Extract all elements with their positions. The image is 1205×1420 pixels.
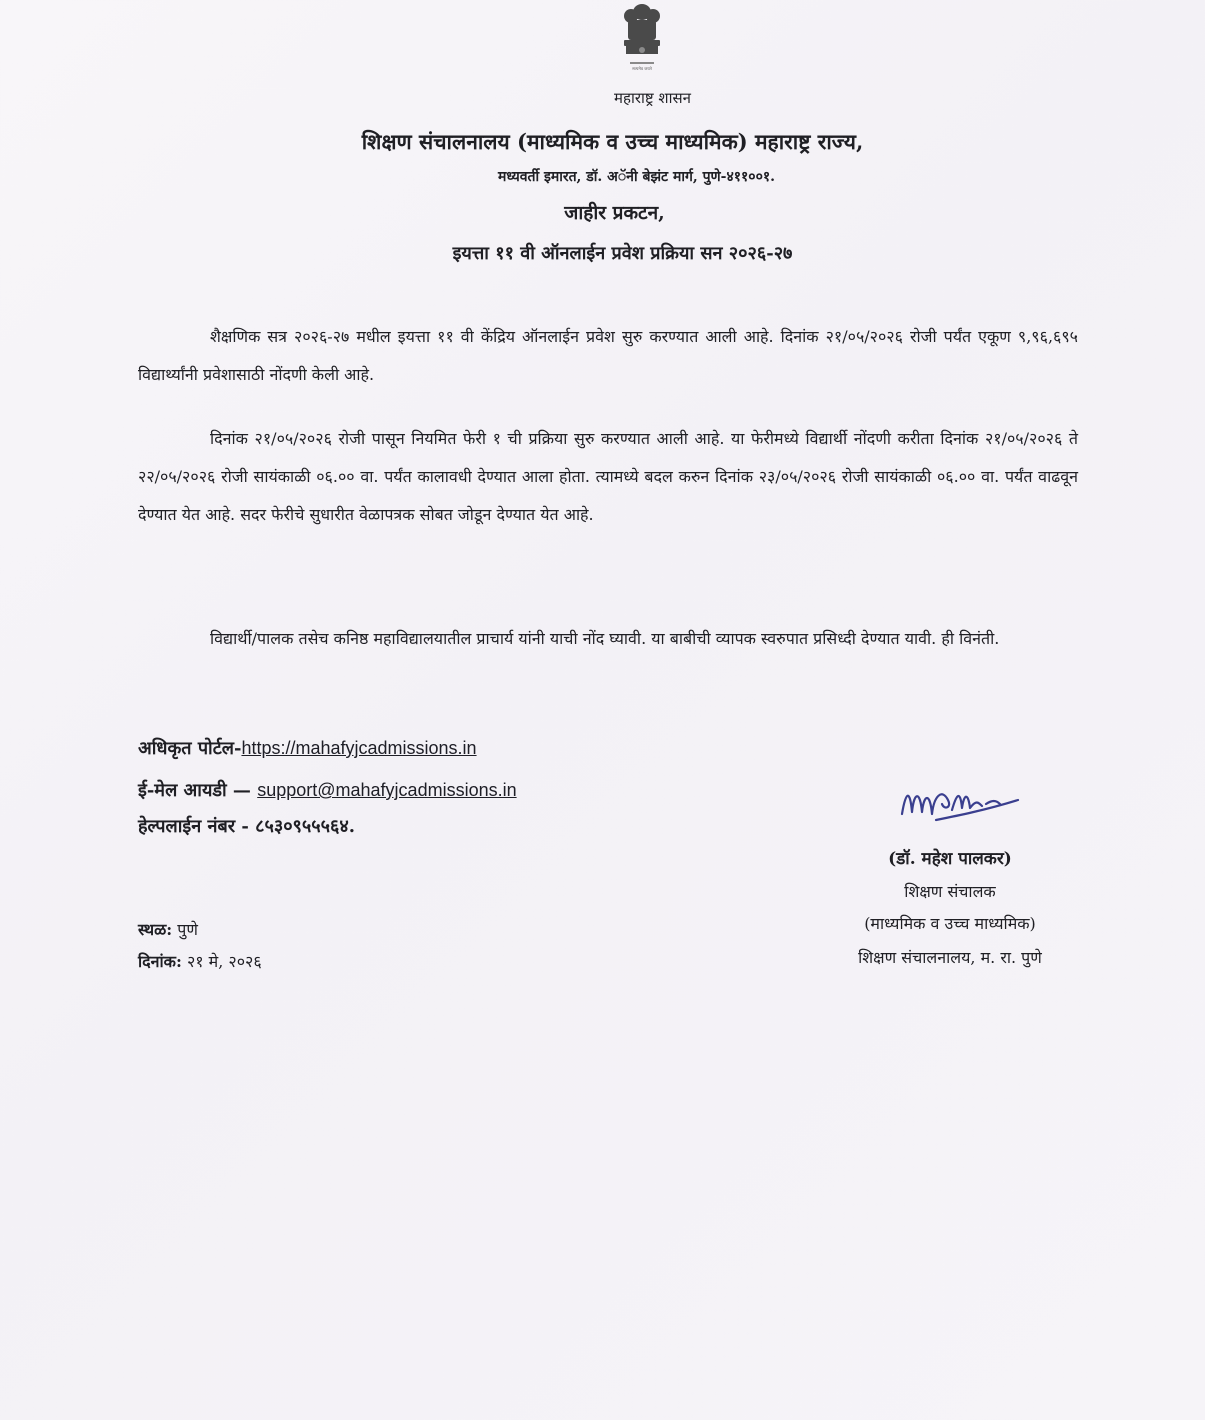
email-link[interactable]: support@mahafyjcadmissions.in — [257, 780, 517, 800]
paragraph-request: विद्यार्थी/पालक तसेच कनिष्ठ महाविद्यालयातील प्राचार्य यांनी याची नोंद घ्यावी. या बाबीची व्यापक स्वरुपात प्रसिध्दी देण्यात यावी. ही विनंती. — [210, 629, 1000, 648]
date-line — [138, 950, 262, 972]
office-address: मध्यवर्ती इमारत, डॉ. अॅनी बेझंट मार्ग, पुणे-४११००१. — [497, 169, 776, 185]
place-line — [138, 918, 198, 940]
portal-label: अधिकृत पोर्टल- — [138, 738, 242, 759]
date-label: दिनांक: — [138, 952, 182, 971]
place-label: स्थळ: — [138, 920, 173, 939]
paragraph-registration: शैक्षणिक सत्र २०२६-२७ मधील इयत्ता ११ वी केंद्रिय ऑनलाईन प्रवेश सुरु करण्यात आली आहे. दिनांक २१/०५/२०२६ रोजी पर्यंत एकूण ९,९६,६९५ विद्यार्थ्यांनी प्रवेशासाठी नोंदणी केली आहे. — [138, 327, 1078, 384]
portal-line — [138, 736, 477, 760]
email-label: ई-मेल आयडी — — [138, 780, 258, 801]
signatory-name: (डॉ. महेश पालकर) — [888, 849, 1012, 869]
signatory-division: (माध्यमिक व उच्च माध्यमिक) — [864, 914, 1036, 933]
email-line — [138, 778, 517, 802]
state-emblem-icon — [612, 0, 672, 72]
paragraph-round-schedule: दिनांक २१/०५/२०२६ रोजी पासून नियमित फेरी १ ची प्रक्रिया सुरु करण्यात आली आहे. या फेरीमध्ये विद्यार्थी नोंदणी करीता दिनांक २१/०५/२०२६ ते २२/०५/२०२६ रोजी सायंकाळी ०६.०० वा. पर्यंत कालावधी देण्यात आला होता. त्यामध्ये बदल करुन दिनांक २३/०५/२०२६ रोजी सायंकाळी ०६.०० वा. पर्यंत वाढवून देण्यात येत आहे. सदर फेरीचे सुधारीत वेळापत्रक सोबत जोडून देण्यात येत आहे. — [138, 429, 1078, 524]
helpline-line — [138, 814, 355, 838]
portal-link[interactable]: https://mahafyjcadmissions.in — [241, 738, 477, 758]
handwritten-signature — [896, 770, 1026, 830]
emblem-caption: सत्यमेव जयते — [632, 66, 652, 71]
place-value: पुणे — [177, 920, 198, 939]
date-value: २१ मे, २०२६ — [186, 952, 262, 971]
government-name: महाराष्ट्र शासन — [614, 89, 691, 107]
helpline-number: ८५३०९५५५६४. — [255, 816, 355, 837]
department-title: शिक्षण संचालनालय (माध्यमिक व उच्च माध्यमिक) महाराष्ट्र राज्य, — [361, 129, 864, 154]
helpline-label: हेल्पलाईन नंबर - — [138, 816, 256, 837]
notice-subject: इयत्ता ११ वी ऑनलाईन प्रवेश प्रक्रिया सन २०२६-२७ — [452, 243, 793, 264]
signatory-designation: शिक्षण संचालक — [904, 882, 996, 901]
notice-title: जाहीर प्रकटन, — [564, 202, 665, 224]
signatory-office: शिक्षण संचालनालय, म. रा. पुणे — [858, 948, 1042, 967]
